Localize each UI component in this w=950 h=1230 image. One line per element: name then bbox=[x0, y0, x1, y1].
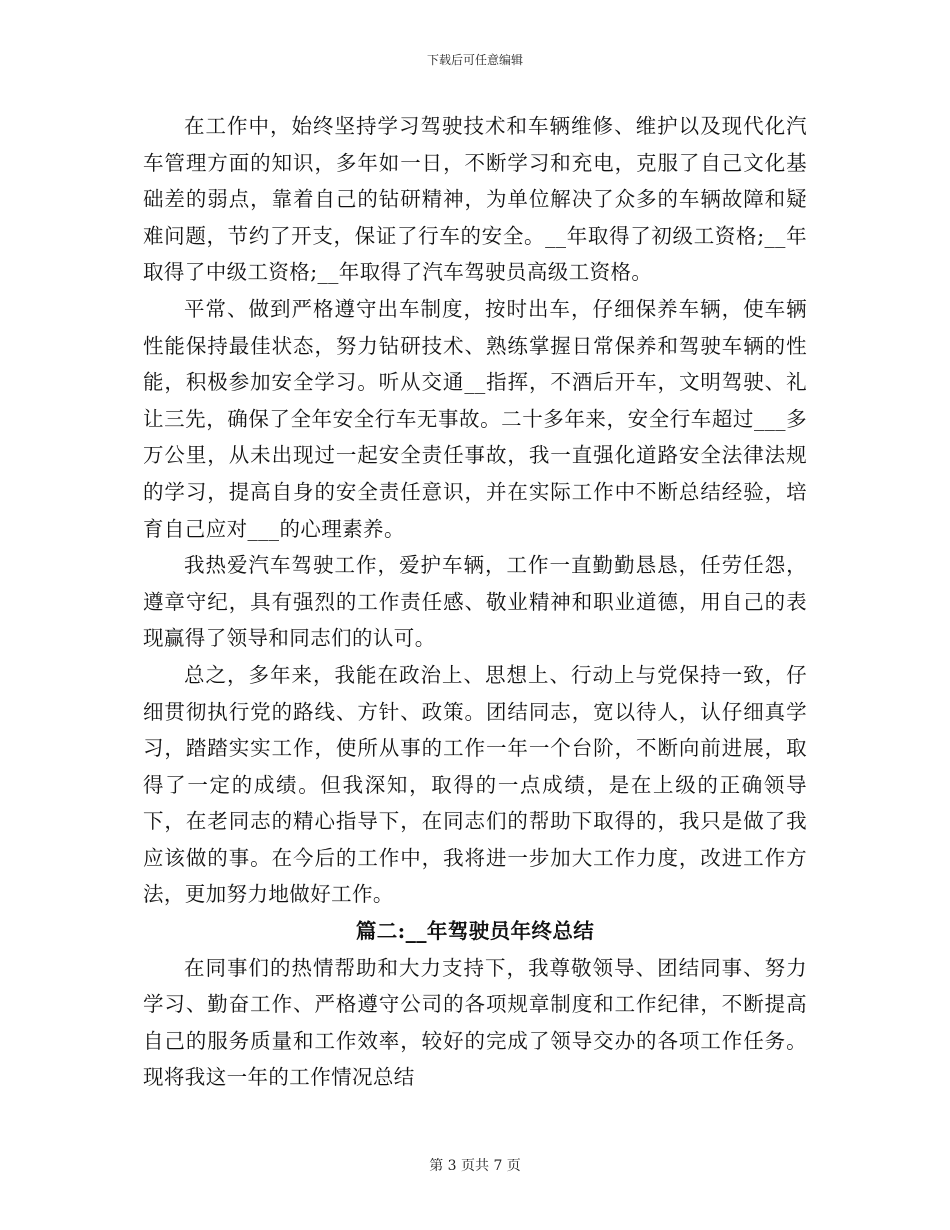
page-header-note: 下载后可任意编辑 bbox=[426, 53, 523, 67]
paragraph-work-study: 在工作中，始终坚持学习驾驶技术和车辆维修、维护以及现代化汽车管理方面的知识，多年如一日，不断学习和充电，克服了自己文化基础差的弱点，靠着自己的钻研精神，为单位解决了众多的车辆故障和疑难问题，节约了开支，保证了行车的安全。__年取得了初级工资格;__年取得了中级工资格;__年取得了汽车驾驶员高级工资格。 bbox=[143, 114, 807, 285]
page-number: 第 3 页共 7 页 bbox=[429, 1158, 521, 1174]
section-heading: 篇二:__年驾驶员年终总结 bbox=[355, 919, 595, 944]
document-body bbox=[143, 108, 807, 1096]
paragraph-section2-intro: 在同事们的热情帮助和大力支持下，我尊敬领导、团结同事、努力学习、勤奋工作、严格遵守公司的各项规章制度和工作纪律，不断提高自己的服务质量和工作效率，较好的完成了领导交办的各项工作任务。现将我这一年的工作情况总结 bbox=[143, 955, 807, 1090]
paragraph-love-of-work: 我热爱汽车驾驶工作，爱护车辆，工作一直勤勤恳恳，任劳任怨，遵章守纪，具有强烈的工作责任感、敬业精神和职业道德，用自己的表现赢得了领导和同志们的认可。 bbox=[143, 553, 807, 651]
paragraph-safe-driving: 平常、做到严格遵守出车制度，按时出车，仔细保养车辆，使车辆性能保持最佳状态，努力钻研技术、熟练掌握日常保养和驾驶车辆的性能，积极参加安全学习。听从交通__指挥，不酒后开车，文明驾驶、礼让三先，确保了全年安全行车无事故。二十多年来，安全行车超过___多万公里，从未出现过一起安全责任事故，我一直强化道路安全法律法规的学习，提高自身的安全责任意识，并在实际工作中不断总结经验，培育自己应对___的心理素养。 bbox=[143, 296, 807, 541]
paragraph-summary: 总之，多年来，我能在政治上、思想上、行动上与党保持一致，仔细贯彻执行党的路线、方针、政策。团结同志，宽以待人，认仔细真学习，踏踏实实工作，使所从事的工作一年一个台阶，不断向前进展，取得了一定的成绩。但我深知，取得的一点成绩，是在上级的正确领导下，在老同志的精心指导下，在同志们的帮助下取得的，我只是做了我应该做的事。在今后的工作中，我将进一步加大工作力度，改进工作方法，更加努力地做好工作。 bbox=[143, 662, 807, 907]
